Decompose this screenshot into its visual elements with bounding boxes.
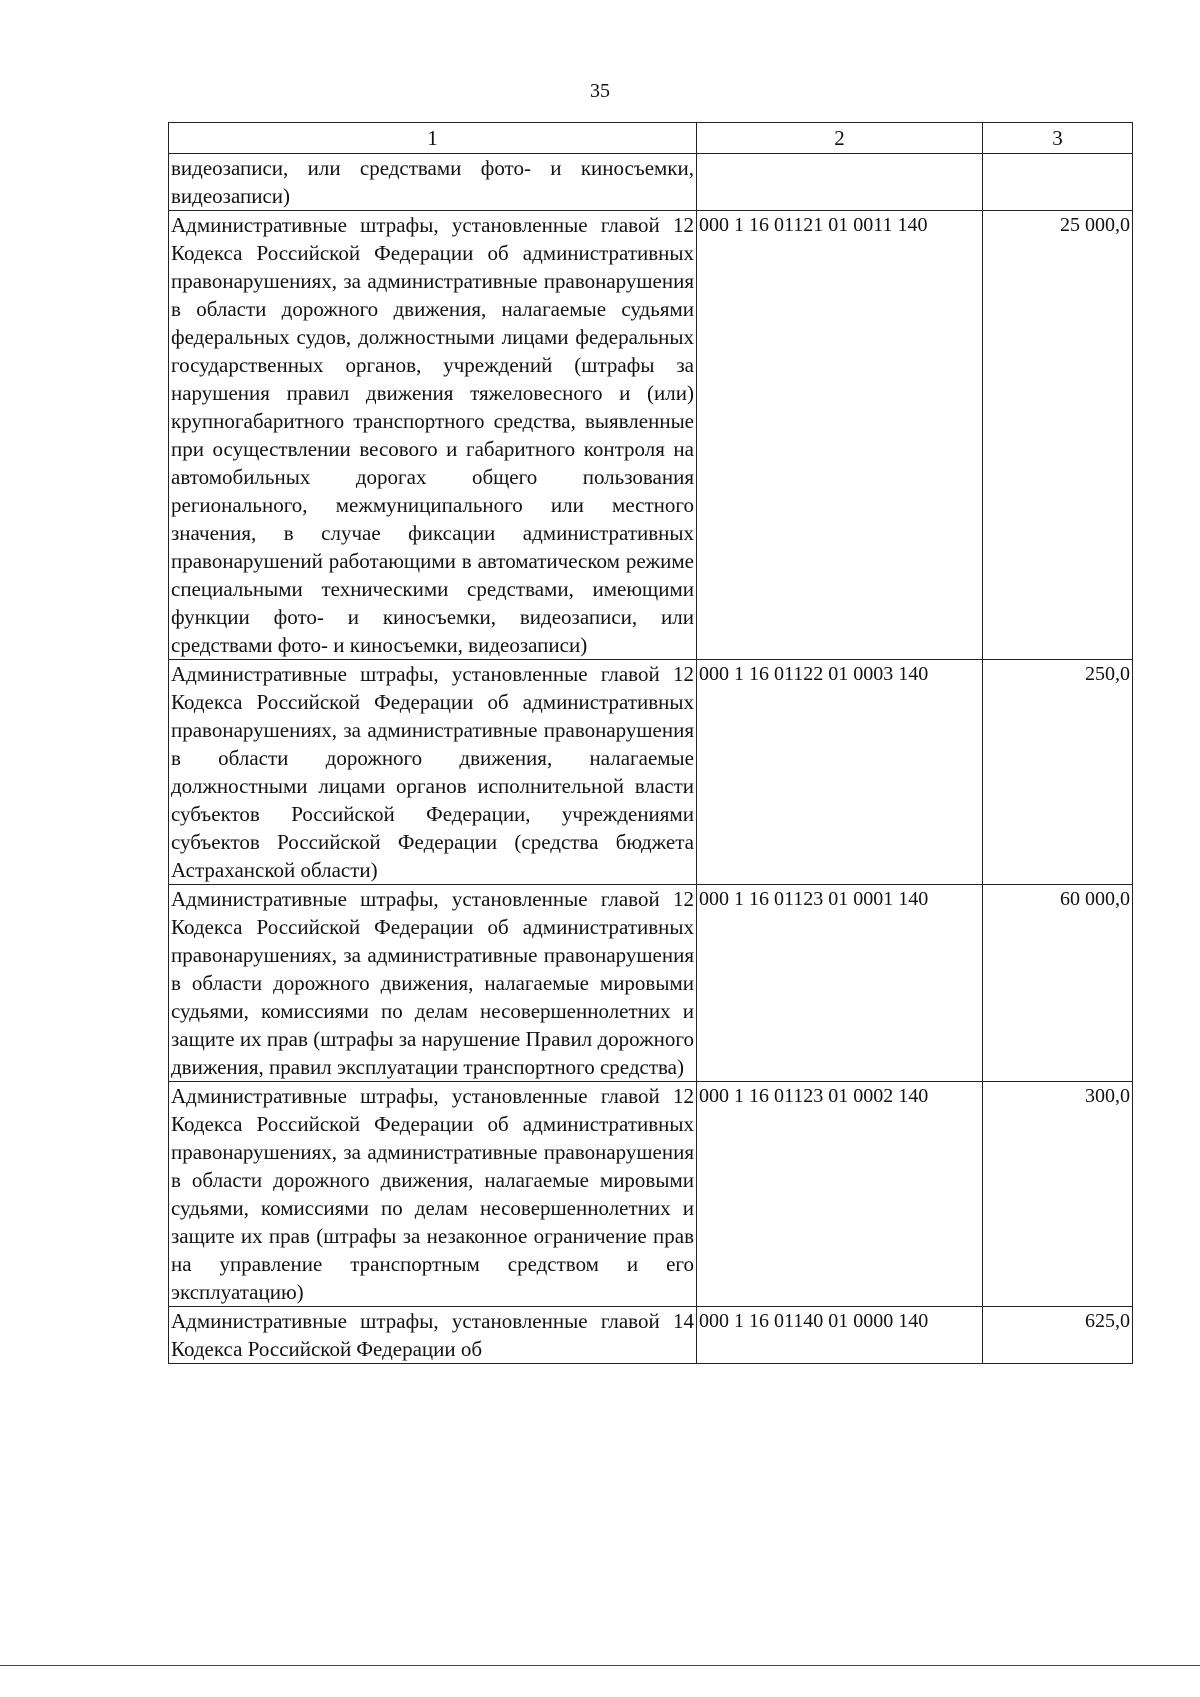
row-code: 000 1 16 01123 01 0001 140 <box>697 885 983 1082</box>
row-amount: 625,0 <box>983 1307 1133 1364</box>
page-number: 35 <box>590 80 610 102</box>
table-row <box>169 211 1133 660</box>
row-description: видеозаписи, или средствами фото- и киносъемки, видеозаписи) <box>169 154 697 211</box>
row-description: Административные штрафы, установленные главой 12 Кодекса Российской Федерации об административных правонарушениях, за административные правонарушения в области дорожного движения, налагаемые должностными лицами органов исполнительной власти субъектов Российской Федерации, учреждениями субъектов Российской Федерации (средства бюджета Астраханской области) <box>169 660 697 885</box>
table-header-row <box>169 123 1133 154</box>
column-header-3: 3 <box>983 123 1133 154</box>
table-row <box>169 660 1133 885</box>
row-description: Административные штрафы, установленные главой 12 Кодекса Российской Федерации об административных правонарушениях, за административные правонарушения в области дорожного движения, налагаемые мировыми судьями, комиссиями по делам несовершеннолетних и защите их прав (штрафы за нарушение Правил дорожного движения, правил эксплуатации транспортного средства) <box>169 885 697 1082</box>
row-amount: 25 000,0 <box>983 211 1133 660</box>
row-code: 000 1 16 01122 01 0003 140 <box>697 660 983 885</box>
revenue-table <box>168 122 1133 1364</box>
row-code: 000 1 16 01140 01 0000 140 <box>697 1307 983 1364</box>
row-amount: 300,0 <box>983 1082 1133 1307</box>
table-row <box>169 1082 1133 1307</box>
row-code: 000 1 16 01121 01 0011 140 <box>697 211 983 660</box>
bottom-rule <box>0 1665 1200 1666</box>
row-description: Административные штрафы, установленные главой 12 Кодекса Российской Федерации об административных правонарушениях, за административные правонарушения в области дорожного движения, налагаемые судьями федеральных судов, должностными лицами федеральных государственных органов, учреждений (штрафы за нарушения правил движения тяжеловесного и (или) крупногабаритного транспортного средства, выявленные при осуществлении весового и габаритного контроля на автомобильных дорогах общего пользования регионального, межмуниципального или местного значения, в случае фиксации административных правонарушений работающими в автоматическом режиме специальными техническими средствами, имеющими функции фото- и киносъемки, видеозаписи, или средствами фото- и киносъемки, видеозаписи) <box>169 211 697 660</box>
table-row <box>169 1307 1133 1364</box>
row-code <box>697 154 983 211</box>
row-amount: 60 000,0 <box>983 885 1133 1082</box>
row-amount <box>983 154 1133 211</box>
table-row <box>169 885 1133 1082</box>
row-description: Административные штрафы, установленные главой 14 Кодекса Российской Федерации об <box>169 1307 697 1364</box>
row-description: Административные штрафы, установленные главой 12 Кодекса Российской Федерации об административных правонарушениях, за административные правонарушения в области дорожного движения, налагаемые мировыми судьями, комиссиями по делам несовершеннолетних и защите их прав (штрафы за незаконное ограничение прав на управление транспортным средством и его эксплуатацию) <box>169 1082 697 1307</box>
table-row <box>169 154 1133 211</box>
row-amount: 250,0 <box>983 660 1133 885</box>
row-code: 000 1 16 01123 01 0002 140 <box>697 1082 983 1307</box>
column-header-2: 2 <box>697 123 983 154</box>
column-header-1: 1 <box>169 123 697 154</box>
